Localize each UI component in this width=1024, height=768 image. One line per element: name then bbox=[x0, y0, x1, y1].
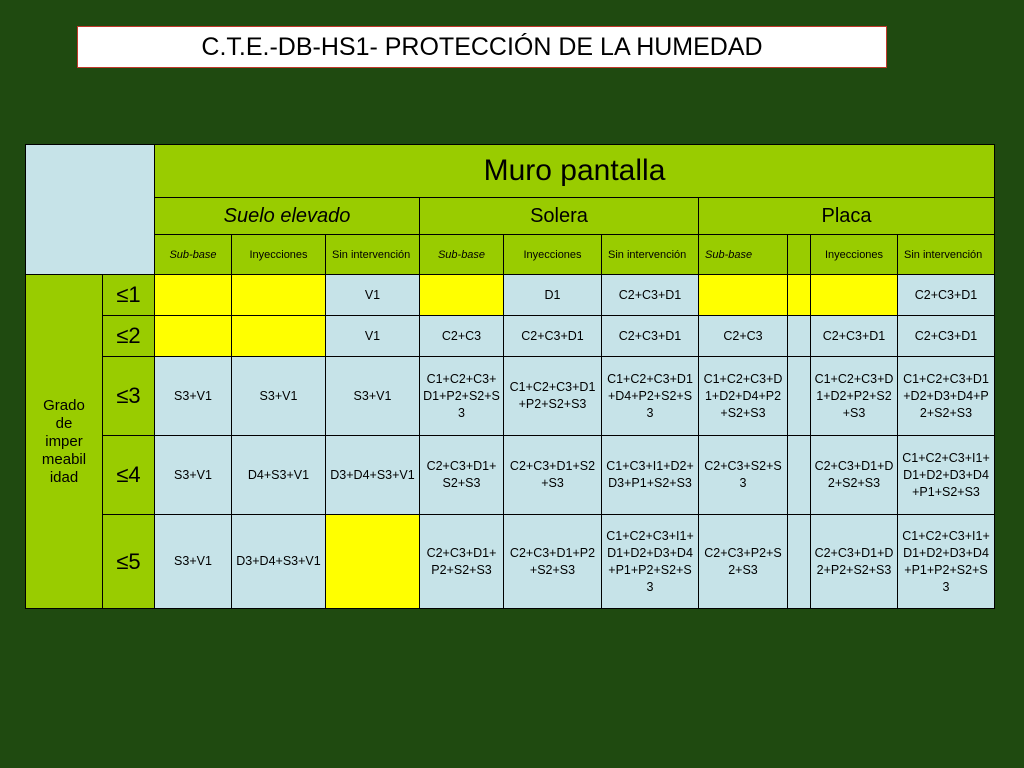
table-row bbox=[26, 436, 995, 515]
group-header-suelo-elevado: Suelo elevado bbox=[155, 198, 420, 235]
table-cell: S3+V1 bbox=[155, 515, 232, 609]
table-cell: C1+C2+C3+I1+D1+D2+D3+D4+P1+P2+S2+S3 bbox=[602, 515, 699, 609]
table-cell bbox=[788, 357, 811, 436]
table-cell: C2+C3 bbox=[699, 316, 788, 357]
slide-title: C.T.E.-DB-HS1- PROTECCIÓN DE LA HUMEDAD bbox=[77, 26, 887, 68]
group-header-solera: Solera bbox=[420, 198, 699, 235]
table-cell bbox=[420, 275, 504, 316]
row-group-label-line: meabil bbox=[41, 450, 87, 468]
grade-label: ≤2 bbox=[103, 316, 155, 357]
table-cell: C1+C2+C3+I1+D1+D2+D3+D4+P1+P2+S2+S3 bbox=[898, 515, 995, 609]
grade-label: ≤5 bbox=[103, 515, 155, 609]
table-cell: C2+C3+D1+P2+S2+S3 bbox=[504, 515, 602, 609]
subheader: Inyecciones bbox=[504, 235, 602, 275]
table-cell: C2+C3+D1+D2+S2+S3 bbox=[811, 436, 898, 515]
table-cell: C2+C3+D1+D2+P2+S2+S3 bbox=[811, 515, 898, 609]
table-cell: D1 bbox=[504, 275, 602, 316]
group-header-placa: Placa bbox=[699, 198, 995, 235]
humidity-protection-table bbox=[25, 144, 995, 609]
table-cell: C1+C2+C3+I1+D1+D2+D3+D4+P1+S2+S3 bbox=[898, 436, 995, 515]
subheader: Sin intervención bbox=[602, 235, 699, 275]
table-cell bbox=[232, 275, 326, 316]
table-cell: C2+C3 bbox=[420, 316, 504, 357]
table-cell: C2+C3+S2+S3 bbox=[699, 436, 788, 515]
table-cell bbox=[326, 515, 420, 609]
table-cell: C2+C3+D1+P2+S2+S3 bbox=[420, 515, 504, 609]
table-cell: S3+V1 bbox=[155, 436, 232, 515]
row-group-label-line: idad bbox=[49, 468, 79, 486]
table-cell: C2+C3+D1 bbox=[898, 316, 995, 357]
row-group-label-line: imper bbox=[45, 432, 83, 450]
table-cell bbox=[788, 316, 811, 357]
table-cell bbox=[788, 515, 811, 609]
table-row bbox=[26, 316, 995, 357]
table-cell: C1+C2+C3+D1+P2+S2+S3 bbox=[420, 357, 504, 436]
grade-label: ≤3 bbox=[103, 357, 155, 436]
row-group-label-line: de bbox=[55, 414, 73, 432]
table-cell: C1+C2+C3+D1+D2+P2+S2+S3 bbox=[811, 357, 898, 436]
table-cell: C1+C2+C3+D1+P2+S2+S3 bbox=[504, 357, 602, 436]
subheader: Sub-base bbox=[699, 235, 788, 275]
table-cell: C1+C2+C3+D1+D2+D4+P2+S2+S3 bbox=[699, 357, 788, 436]
table-cell: V1 bbox=[326, 316, 420, 357]
table-cell bbox=[788, 436, 811, 515]
table-cell: C1+C2+C3+D1+D2+D3+D4+P2+S2+S3 bbox=[898, 357, 995, 436]
table-cell bbox=[232, 316, 326, 357]
grade-label: ≤1 bbox=[103, 275, 155, 316]
subheader: Inyecciones bbox=[232, 235, 326, 275]
table-row bbox=[26, 357, 995, 436]
table-cell: C1+C2+C3+D1+D4+P2+S2+S3 bbox=[602, 357, 699, 436]
table-cell: D3+D4+S3+V1 bbox=[326, 436, 420, 515]
subheader: Sub-base bbox=[420, 235, 504, 275]
table-cell: C2+C3+D1+S2+S3 bbox=[420, 436, 504, 515]
row-group-label bbox=[26, 275, 103, 609]
table-cell: C2+C3+D1+S2+S3 bbox=[504, 436, 602, 515]
table-cell: C2+C3+D1 bbox=[602, 316, 699, 357]
table-cell: C2+C3+D1 bbox=[811, 316, 898, 357]
table-cell: V1 bbox=[326, 275, 420, 316]
table-cell: C2+C3+D1 bbox=[504, 316, 602, 357]
table-cell bbox=[155, 316, 232, 357]
table-cell: S3+V1 bbox=[326, 357, 420, 436]
table-cell: C1+C3+I1+D2+D3+P1+S2+S3 bbox=[602, 436, 699, 515]
table-cell: S3+V1 bbox=[232, 357, 326, 436]
table-cell: D4+S3+V1 bbox=[232, 436, 326, 515]
table-cell: C2+C3+P2+S2+S3 bbox=[699, 515, 788, 609]
subheader bbox=[788, 235, 811, 275]
main-header: Muro pantalla bbox=[155, 145, 995, 198]
table-cell bbox=[155, 275, 232, 316]
table-row bbox=[26, 275, 995, 316]
grade-label: ≤4 bbox=[103, 436, 155, 515]
table-cell: C2+C3+D1 bbox=[602, 275, 699, 316]
subheader: Inyecciones bbox=[811, 235, 898, 275]
corner-cell bbox=[26, 145, 155, 275]
subheader: Sin intervención bbox=[326, 235, 420, 275]
table-row bbox=[26, 515, 995, 609]
subheader: Sub-base bbox=[155, 235, 232, 275]
table-cell: C2+C3+D1 bbox=[898, 275, 995, 316]
table-cell bbox=[788, 275, 811, 316]
table-cell bbox=[699, 275, 788, 316]
table-cell bbox=[811, 275, 898, 316]
row-group-label-line: Grado bbox=[43, 396, 85, 414]
table-cell: S3+V1 bbox=[155, 357, 232, 436]
table-cell: D3+D4+S3+V1 bbox=[232, 515, 326, 609]
subheader: Sin intervención bbox=[898, 235, 995, 275]
